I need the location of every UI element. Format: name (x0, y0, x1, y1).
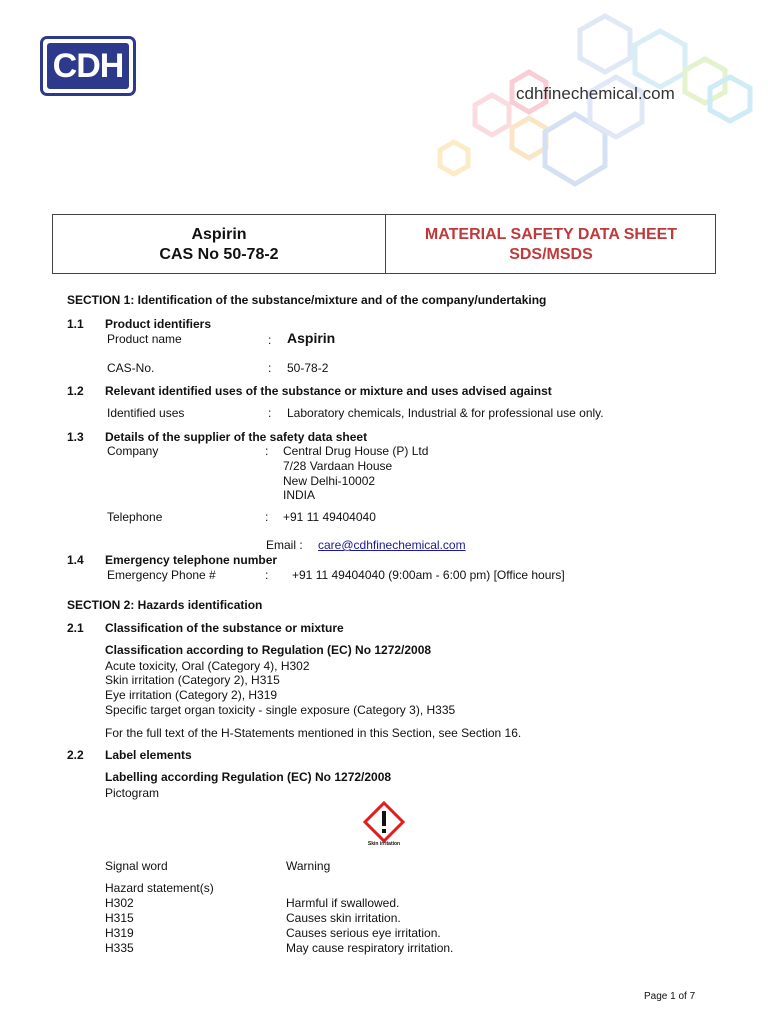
classification-item: Skin irritation (Category 2), H315 (105, 673, 280, 687)
identified-uses-label: Identified uses (107, 406, 185, 420)
company-line: Central Drug House (P) Ltd (283, 444, 429, 458)
colon: : (268, 406, 272, 420)
document-header-box (52, 214, 716, 274)
email-label: Email : (266, 538, 303, 552)
section-2-1-heading: Classification of the substance or mixture (105, 621, 344, 635)
signal-word-value: Warning (286, 859, 331, 873)
emergency-phone-hours: (9:00am - 6:00 pm) [Office hours] (388, 568, 565, 582)
section-1-4-heading: Emergency telephone number (105, 553, 278, 567)
section-2-2-number: 2.2 (67, 748, 84, 762)
section-1-2-number: 1.2 (67, 384, 84, 398)
sheet-title: MATERIAL SAFETY DATA SHEET (424, 226, 678, 243)
hazard-text: Causes skin irritation. (286, 911, 401, 925)
emergency-phone-value (292, 568, 565, 582)
email-link[interactable]: care@cdhfinechemical.com (318, 538, 466, 552)
pictogram-caption: Skin irritation (367, 841, 401, 847)
colon: : (265, 568, 269, 582)
section-1-title: SECTION 1: Identification of the substance/mixture and of the company/undertaking (67, 293, 547, 307)
product-name-value: Aspirin (287, 330, 336, 346)
sheet-identity (386, 225, 716, 265)
colon: : (268, 361, 272, 375)
classification-item: Acute toxicity, Oral (Category 4), H302 (105, 659, 310, 673)
pictogram-label: Pictogram (105, 786, 160, 800)
hazard-text: Harmful if swallowed. (286, 896, 400, 910)
colon: : (265, 510, 269, 524)
section-2-2-heading: Label elements (105, 748, 192, 762)
colon: : (265, 444, 269, 458)
company-line: New Delhi-10002 (283, 474, 376, 488)
emergency-phone-label: Emergency Phone # (107, 568, 216, 582)
section-1-3-heading: Details of the supplier of the safety data sheet (105, 430, 368, 444)
hazard-code: H335 (105, 941, 134, 955)
telephone-label: Telephone (107, 510, 163, 524)
product-identity (53, 225, 385, 265)
classification-subheading: Classification according to Regulation (EC) No 1272/2008 (105, 643, 432, 657)
company-logo (40, 36, 136, 96)
section-1-2-heading: Relevant identified uses of the substance or mixture and uses advised against (105, 384, 552, 398)
hazard-code: H315 (105, 911, 134, 925)
emergency-phone-number: +91 11 49404040 (292, 568, 385, 582)
identified-uses-value: Laboratory chemicals, Industrial & for professional use only. (287, 406, 604, 420)
telephone-value: +91 11 49404040 (283, 510, 376, 524)
molecule-graphic (420, 10, 768, 210)
company-line: 7/28 Vardaan House (283, 459, 393, 473)
company-line: INDIA (283, 488, 316, 502)
section-2-title: SECTION 2: Hazards identification (67, 598, 263, 612)
hazard-text: May cause respiratory irritation. (286, 941, 454, 955)
hazard-code: H319 (105, 926, 134, 940)
hazard-text: Causes serious eye irritation. (286, 926, 441, 940)
cas-title: CAS No 50-78-2 (159, 246, 279, 263)
h-statements-note: For the full text of the H-Statements mentioned in this Section, see Section 16. (105, 726, 522, 740)
cas-value: 50-78-2 (287, 361, 329, 375)
labelling-subheading: Labelling according Regulation (EC) No 1272/2008 (105, 770, 392, 784)
section-1-3-number: 1.3 (67, 430, 84, 444)
classification-item: Specific target organ toxicity - single exposure (Category 3), H335 (105, 703, 456, 717)
section-1-1-heading: Product identifiers (105, 317, 212, 331)
section-1-4-number: 1.4 (67, 553, 84, 567)
product-name-label: Product name (107, 332, 182, 346)
logo-text: CDH (47, 43, 129, 89)
ghs-exclamation-icon (360, 800, 408, 850)
website-url: cdhfinechemical.com (516, 84, 675, 103)
hazard-statements-label: Hazard statement(s) (105, 881, 214, 895)
section-1-1-number: 1.1 (67, 317, 84, 331)
signal-word-label: Signal word (105, 859, 168, 873)
colon: : (268, 333, 272, 347)
sheet-subtitle: SDS/MSDS (509, 246, 593, 263)
classification-item: Eye irritation (Category 2), H319 (105, 688, 278, 702)
hazard-code: H302 (105, 896, 134, 910)
section-2-1-number: 2.1 (67, 621, 84, 635)
company-label: Company (107, 444, 159, 458)
cas-label: CAS-No. (107, 361, 155, 375)
page-number: Page 1 of 7 (644, 991, 696, 1002)
product-title: Aspirin (191, 226, 247, 243)
